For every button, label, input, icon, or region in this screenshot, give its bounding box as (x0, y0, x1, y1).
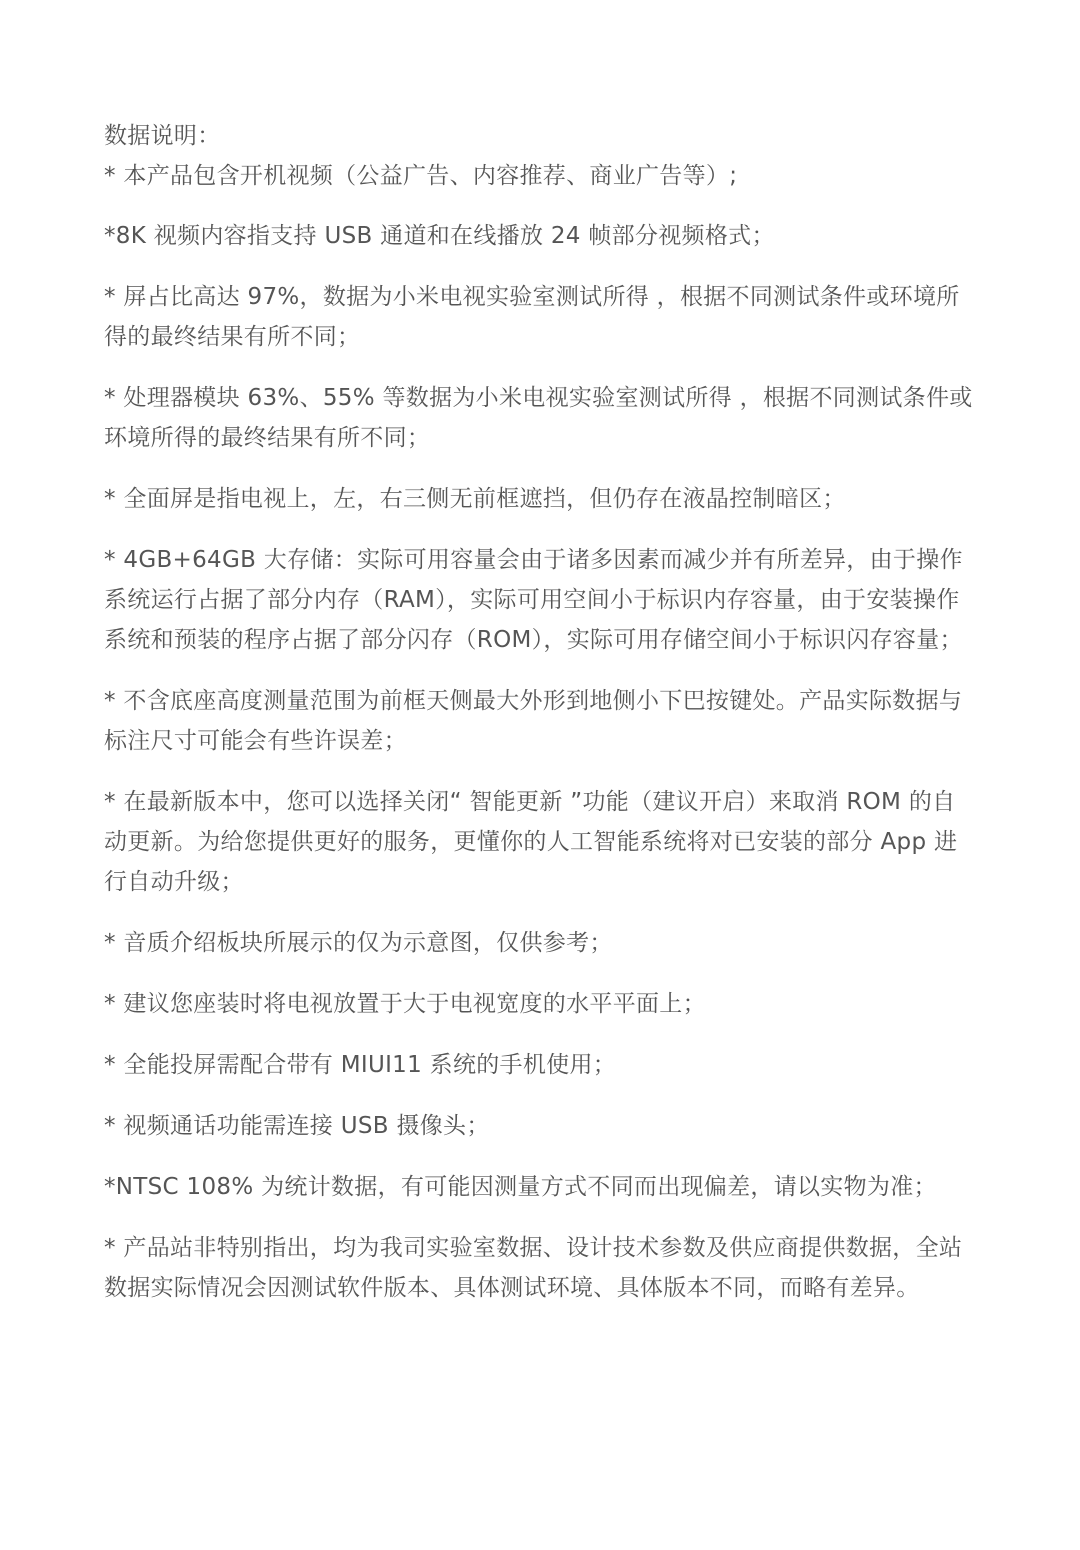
note-item-full-screen: * 全面屏是指电视上，左，右三侧无前框遮挡，但仍存在液晶控制暗区； (104, 486, 846, 512)
note-item-placement: * 建议您座装时将电视放置于大于电视宽度的水平平面上； (104, 991, 706, 1017)
notes-list (104, 156, 976, 1308)
note-item-storage: * 4GB+64GB 大存储：实际可用容量会由于诸多因素而减少并有所差异，由于操作系统运行占据了部分内存（RAM），实际可用空间小于标识内存容量，由于安装操作系统和预装的程序占据了部分闪存（ROM），实际可用存储空间小于标识闪存容量； (104, 547, 963, 653)
note-item-smart-update: * 在最新版本中，您可以选择关闭“ 智能更新 ”功能（建议开启）来取消 ROM 的自动更新。为给您提供更好的服务，更懂你的人工智能系统将对已安装的部分 App 进行自动升级； (104, 789, 958, 895)
note-item-audio: * 音质介绍板块所展示的仅为示意图，仅供参考； (104, 930, 613, 956)
note-item-video-call: * 视频通话功能需连接 USB 摄像头； (104, 1113, 490, 1139)
note-item-data-source: * 产品站非特别指出，均为我司实验室数据、设计技术参数及供应商提供数据，全站数据实际情况会因测试软件版本、具体测试环境、具体版本不同，而略有差异。 (104, 1235, 963, 1301)
note-item-ntsc: *NTSC 108% 为统计数据，有可能因测量方式不同而出现偏差，请以实物为准； (104, 1174, 937, 1200)
note-item-8k-video: *8K 视频内容指支持 USB 通道和在线播放 24 帧部分视频格式； (104, 223, 775, 249)
note-item-processor: * 处理器模块 63%、55% 等数据为小米电视实验室测试所得 ，根据不同测试条件或环境所得的最终结果有所不同； (104, 385, 973, 451)
note-item-boot-video: * 本产品包含开机视频（公益广告、内容推荐、商业广告等）; (104, 163, 738, 189)
data-notes-section (104, 116, 976, 1329)
notes-title: 数据说明： (104, 123, 221, 149)
note-item-screen-ratio: * 屏占比高达 97%，数据为小米电视实验室测试所得 ，根据不同测试条件或环境所得的最终结果有所不同； (104, 284, 960, 350)
note-item-dimensions: * 不含底座高度测量范围为前框天侧最大外形到地侧小下巴按键处。产品实际数据与标注尺寸可能会有些许误差； (104, 688, 963, 754)
note-item-screen-cast: * 全能投屏需配合带有 MIUI11 系统的手机使用； (104, 1052, 617, 1078)
